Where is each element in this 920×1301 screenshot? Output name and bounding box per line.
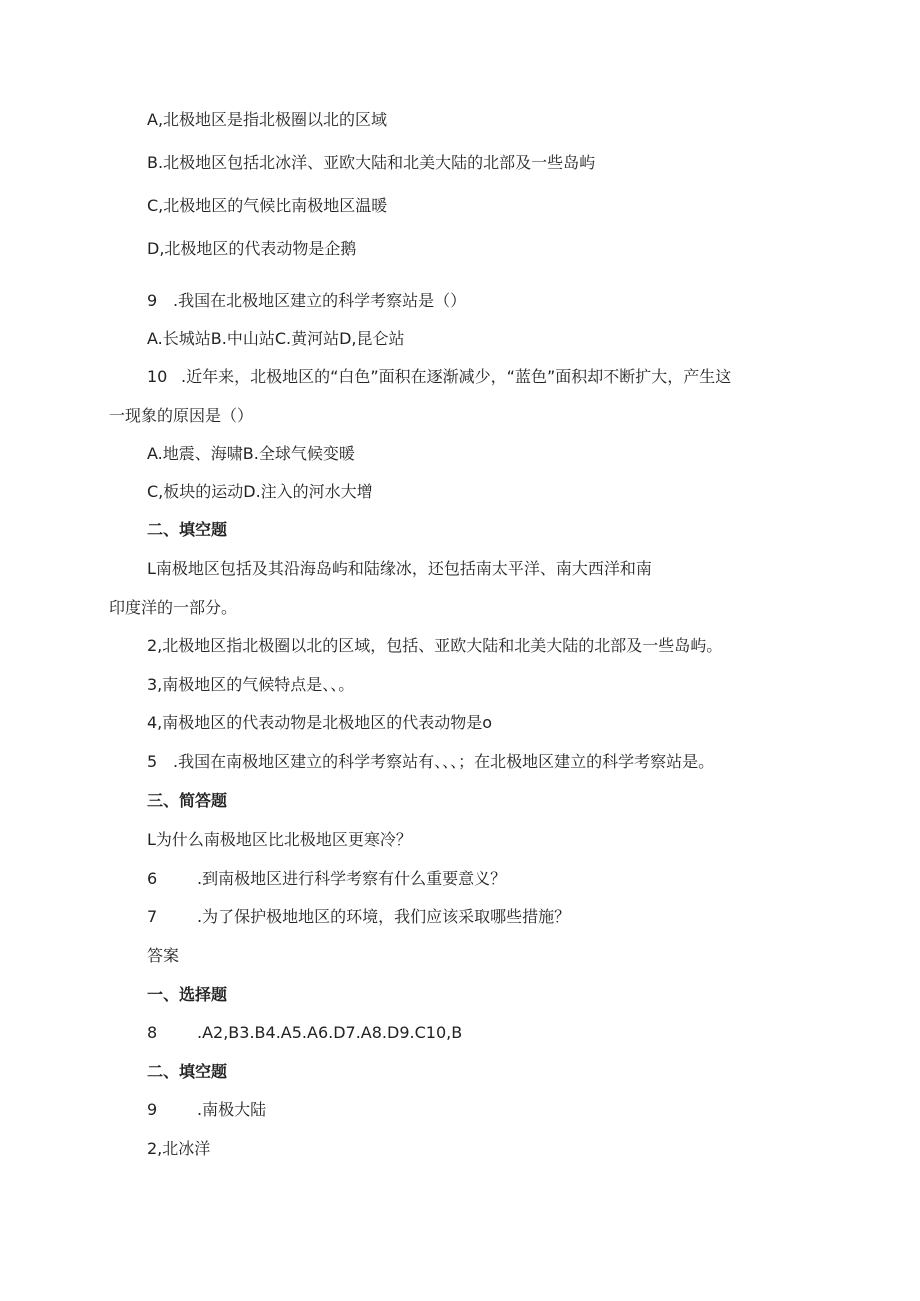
question-number: 5 bbox=[147, 752, 158, 771]
question-text: .为了保护极地地区的环境，我们应该采取哪些措施？ bbox=[197, 907, 571, 926]
q10-options-ab: A.地震、海啸B.全球气候变暖 bbox=[147, 444, 355, 463]
fill-item-4: 4,南极地区的代表动物是北极地区的代表动物是o bbox=[147, 713, 493, 732]
question-number: 10 bbox=[147, 367, 168, 386]
answers-section-fill: 二、填空题 bbox=[147, 1062, 228, 1081]
answers-choice-line bbox=[147, 1023, 462, 1043]
question-text: .到南极地区进行科学考察有什么重要意义？ bbox=[197, 869, 507, 888]
q8-option-a: A,北极地区是指北极圈以北的区域 bbox=[147, 110, 388, 129]
question-number: 9 bbox=[147, 291, 158, 310]
question-text: .我国在北极地区建立的科学考察站是（） bbox=[173, 291, 467, 310]
question-10 bbox=[147, 367, 731, 387]
answers-section-choice: 一、选择题 bbox=[147, 985, 228, 1004]
question-number: 6 bbox=[147, 869, 158, 888]
question-9 bbox=[147, 291, 466, 311]
question-number: 7 bbox=[147, 907, 158, 926]
q8-option-d: D,北极地区的代表动物是企鹅 bbox=[147, 239, 357, 258]
q8-option-c: C,北极地区的气候比南极地区温暖 bbox=[147, 196, 388, 215]
question-text: .我国在南极地区建立的科学考察站有、、、；在北极地区建立的科学考察站是。 bbox=[173, 752, 715, 771]
q9-options: A.长城站B.中山站C.黄河站D,昆仑站 bbox=[147, 329, 405, 348]
short-item-1: L为什么南极地区比北极地区更寒冷？ bbox=[147, 830, 412, 849]
section-heading-fill: 二、填空题 bbox=[147, 520, 228, 539]
answers-fill-line-1 bbox=[147, 1100, 266, 1120]
question-10-continued: 一现象的原因是（） bbox=[109, 406, 254, 425]
q8-option-b: B.北极地区包括北冰洋、亚欧大陆和北美大陆的北部及一些岛屿 bbox=[147, 153, 596, 172]
answers-title: 答案 bbox=[147, 946, 180, 965]
section-heading-short-answer: 三、简答题 bbox=[147, 791, 228, 810]
fill-item-3: 3,南极地区的气候特点是、、。 bbox=[147, 675, 355, 694]
fill-item-2: 2,北极地区指北极圈以北的区域，包括、亚欧大陆和北美大陆的北部及一些岛屿。 bbox=[147, 636, 723, 655]
fill-item-5 bbox=[147, 752, 714, 772]
short-item-2 bbox=[147, 869, 506, 889]
fill-item-1: L南极地区包括及其沿海岛屿和陆缘冰，还包括南太平洋、南大西洋和南 bbox=[147, 559, 652, 578]
short-item-3 bbox=[147, 907, 570, 927]
answer-text: .南极大陆 bbox=[197, 1100, 267, 1119]
question-number: 9 bbox=[147, 1100, 158, 1119]
fill-item-1-continued: 印度洋的一部分。 bbox=[109, 598, 238, 617]
q10-options-cd: C,板块的运动D.注入的河水大增 bbox=[147, 482, 373, 501]
question-number: 8 bbox=[147, 1023, 158, 1042]
answer-text: .A2,B3.B4.A5.A6.D7.A8.D9.C10,B bbox=[197, 1023, 463, 1042]
question-text: .近年来，北极地区的“白色”面积在逐渐减少，“蓝色”面积却不断扩大，产生这 bbox=[181, 367, 732, 386]
answers-fill-line-2: 2,北冰洋 bbox=[147, 1139, 211, 1158]
